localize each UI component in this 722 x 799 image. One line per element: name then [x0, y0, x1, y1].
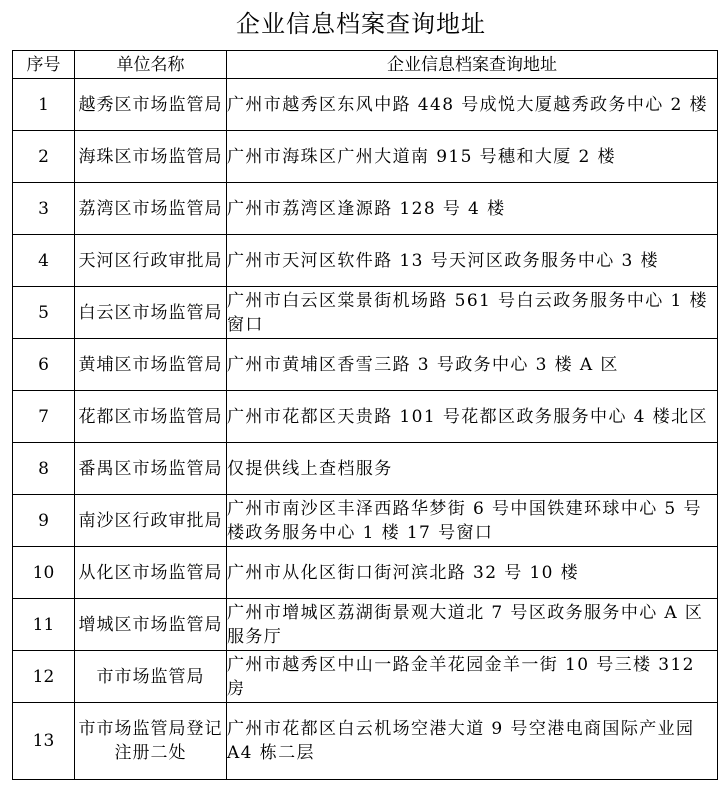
table-row [13, 287, 718, 339]
unit-name: 荔湾区市场监管局 [75, 183, 227, 235]
row-number: 5 [13, 287, 75, 339]
unit-name: 海珠区市场监管局 [75, 131, 227, 183]
table-row [13, 183, 718, 235]
unit-name: 增城区市场监管局 [75, 599, 227, 651]
query-address: 广州市天河区软件路 13 号天河区政务服务中心 3 楼 [227, 235, 718, 287]
unit-name: 白云区市场监管局 [75, 287, 227, 339]
row-number: 12 [13, 651, 75, 703]
query-address: 广州市增城区荔湖街景观大道北 7 号区政务服务中心 A 区服务厅 [227, 599, 718, 651]
query-address: 广州市海珠区广州大道南 915 号穗和大厦 2 楼 [227, 131, 718, 183]
table-row [13, 495, 718, 547]
row-number: 3 [13, 183, 75, 235]
table-row [13, 599, 718, 651]
header-query-address: 企业信息档案查询地址 [227, 51, 718, 79]
table-row [13, 443, 718, 495]
table-row [13, 235, 718, 287]
unit-name: 黄埔区市场监管局 [75, 339, 227, 391]
unit-name: 市市场监管局登记注册二处 [75, 703, 227, 780]
table-row [13, 703, 718, 780]
query-address: 广州市花都区天贵路 101 号花都区政务服务中心 4 楼北区 [227, 391, 718, 443]
query-address: 广州市南沙区丰泽西路华梦街 6 号中国铁建环球中心 5 号楼政务服务中心 1 楼 17 号窗口 [227, 495, 718, 547]
table-row [13, 79, 718, 131]
unit-name: 天河区行政审批局 [75, 235, 227, 287]
row-number: 2 [13, 131, 75, 183]
row-number: 13 [13, 703, 75, 780]
query-address: 广州市黄埔区香雪三路 3 号政务中心 3 楼 A 区 [227, 339, 718, 391]
table-header-row [13, 51, 718, 79]
query-address: 广州市越秀区中山一路金羊花园金羊一街 10 号三楼 312 房 [227, 651, 718, 703]
row-number: 7 [13, 391, 75, 443]
table-row [13, 547, 718, 599]
row-number: 9 [13, 495, 75, 547]
query-address: 仅提供线上查档服务 [227, 443, 718, 495]
row-number: 1 [13, 79, 75, 131]
page-title: 企业信息档案查询地址 [236, 10, 486, 38]
unit-name: 花都区市场监管局 [75, 391, 227, 443]
query-address: 广州市荔湾区逢源路 128 号 4 楼 [227, 183, 718, 235]
unit-name: 番禺区市场监管局 [75, 443, 227, 495]
unit-name: 南沙区行政审批局 [75, 495, 227, 547]
table-row [13, 651, 718, 703]
table-row [13, 339, 718, 391]
row-number: 4 [13, 235, 75, 287]
address-table [12, 50, 718, 780]
unit-name: 从化区市场监管局 [75, 547, 227, 599]
table-row [13, 131, 718, 183]
row-number: 8 [13, 443, 75, 495]
row-number: 11 [13, 599, 75, 651]
query-address: 广州市从化区街口街河滨北路 32 号 10 楼 [227, 547, 718, 599]
row-number: 6 [13, 339, 75, 391]
unit-name: 市市场监管局 [75, 651, 227, 703]
header-serial-number: 序号 [13, 51, 75, 79]
query-address: 广州市白云区棠景街机场路 561 号白云政务服务中心 1 楼窗口 [227, 287, 718, 339]
header-unit-name: 单位名称 [75, 51, 227, 79]
table-row [13, 391, 718, 443]
row-number: 10 [13, 547, 75, 599]
query-address: 广州市越秀区东风中路 448 号成悦大厦越秀政务中心 2 楼 [227, 79, 718, 131]
unit-name: 越秀区市场监管局 [75, 79, 227, 131]
query-address: 广州市花都区白云机场空港大道 9 号空港电商国际产业园 A4 栋二层 [227, 703, 718, 780]
